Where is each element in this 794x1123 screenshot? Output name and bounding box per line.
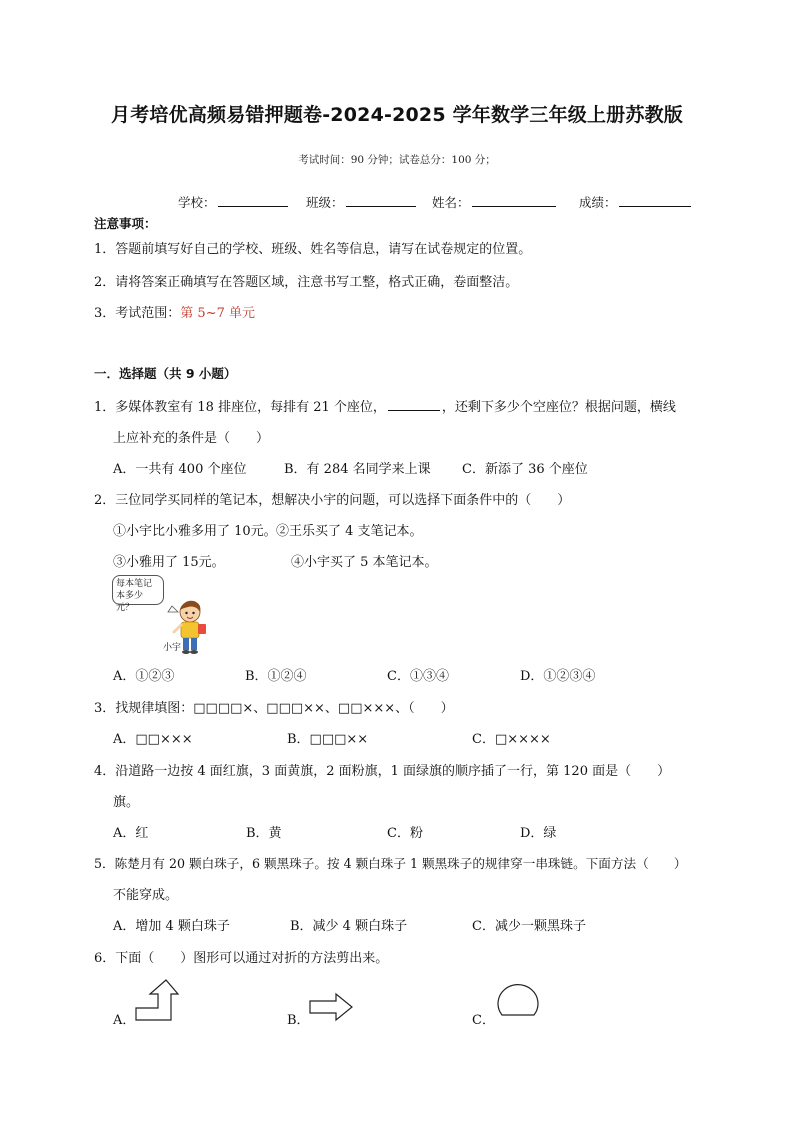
- q3-option-a[interactable]: A．□□×××: [113, 732, 193, 747]
- question-3-stem: 3．找规律填图：□□□□×、□□□××、□□×××、（ ）: [94, 701, 454, 716]
- school-field[interactable]: [178, 193, 288, 211]
- score-field[interactable]: [579, 193, 691, 211]
- notice-item-2: 2．请将答案正确填写在答题区域，注意书写工整，格式正确，卷面整洁。: [94, 275, 519, 290]
- q2-option-d[interactable]: D．①②③④: [520, 669, 596, 684]
- name-blank[interactable]: [472, 194, 556, 207]
- question-4-line-2: 旗。: [113, 795, 140, 810]
- section-title: 一．选择题（共 9 小题）: [94, 366, 237, 381]
- notice-item-3-prefix: 3．考试范围：: [94, 306, 181, 321]
- question-1-line-2: 上应补充的条件是（ ）: [113, 431, 270, 446]
- school-label: 学校：: [178, 195, 216, 210]
- class-field[interactable]: [306, 193, 416, 211]
- notice-heading: 注意事项：: [94, 216, 157, 231]
- q1-blank[interactable]: [388, 399, 440, 411]
- score-blank[interactable]: [619, 194, 691, 207]
- class-blank[interactable]: [346, 194, 416, 207]
- name-field[interactable]: [432, 193, 556, 211]
- q5-option-b[interactable]: B．减少 4 颗白珠子: [290, 919, 408, 934]
- q2-option-c[interactable]: C．①③④: [387, 669, 449, 684]
- q1-text-b: ，还剩下多少个空座位？根据问题，横线: [441, 400, 676, 415]
- kid-name-label: 小宇: [163, 643, 182, 653]
- right-arrow-shape-icon: [308, 992, 354, 1022]
- question-6-stem: 6．下面（ ）图形可以通过对折的方法剪出来。: [94, 951, 389, 966]
- class-label: 班级：: [306, 195, 344, 210]
- speech-bubble: 每本笔记本多少元？: [112, 575, 164, 605]
- school-blank[interactable]: [218, 194, 288, 207]
- circle-shape-icon: [494, 979, 542, 1023]
- q2-condition-2: ②王乐买了 4 支笔记本。: [276, 524, 423, 539]
- q2-option-b[interactable]: B．①②④: [245, 669, 307, 684]
- page-title: 月考培优高频易错押题卷-2024-2025 学年数学三年级上册苏教版: [111, 104, 683, 126]
- notice-item-1: 1．答题前填写好自己的学校、班级、姓名等信息，请写在试卷规定的位置。: [94, 242, 532, 257]
- q6-option-a[interactable]: A．: [113, 1013, 136, 1028]
- question-4-line-1: 4．沿道路一边按 4 面红旗，3 面黄旗，2 面粉旗，1 面绿旗的顺序插了一行，第 120 面是（ ）: [94, 764, 671, 779]
- q2-condition-1: ①小宇比小雅多用了 10元。: [113, 524, 277, 539]
- question-5-line-2: 不能穿成。: [113, 888, 179, 903]
- q4-option-b[interactable]: B．黄: [246, 826, 282, 841]
- q6-option-b[interactable]: B．: [287, 1013, 310, 1028]
- name-label: 姓名：: [432, 195, 470, 210]
- q2-option-a[interactable]: A．①②③: [113, 669, 175, 684]
- q4-option-d[interactable]: D．绿: [520, 826, 557, 841]
- q6-option-c[interactable]: C．: [472, 1013, 495, 1028]
- exam-subtitle: 考试时间：90 分钟；试卷总分：100 分；: [298, 154, 496, 166]
- notice-item-3: [94, 302, 255, 321]
- q4-option-c[interactable]: C．粉: [387, 826, 423, 841]
- question-5-line-1: 5．陈楚月有 20 颗白珠子，6 颗黑珠子。按 4 颗白珠子 1 颗黑珠子的规律穿一串珠链。下面方法（ ）: [94, 856, 687, 871]
- question-2-stem: 2．三位同学买同样的笔记本，想解决小宇的问题，可以选择下面条件中的（ ）: [94, 493, 571, 508]
- q2-condition-4: ④小宇买了 5 本笔记本。: [291, 555, 438, 570]
- q3-option-c[interactable]: C．□××××: [472, 732, 551, 747]
- q5-option-a[interactable]: A．增加 4 颗白珠子: [113, 919, 230, 934]
- q1-option-b[interactable]: B．有 284 名同学来上课: [284, 462, 431, 477]
- q1-text-a: 1．多媒体教室有 18 排座位，每排有 21 个座位，: [94, 400, 386, 415]
- q5-option-c[interactable]: C．减少一颗黑珠子: [472, 919, 586, 934]
- up-arrow-shape-icon: [134, 978, 180, 1022]
- question-1-line-1: [94, 396, 676, 415]
- score-label: 成绩：: [579, 195, 617, 210]
- q4-option-a[interactable]: A．红: [113, 826, 149, 841]
- q1-option-c[interactable]: C．新添了 36 个座位: [462, 462, 588, 477]
- q3-option-b[interactable]: B．□□□××: [287, 732, 369, 747]
- q2-condition-3: ③小雅用了 15元。: [113, 555, 225, 570]
- exam-range: 第 5~7 单元: [180, 306, 255, 321]
- q1-option-a[interactable]: A．一共有 400 个座位: [113, 462, 247, 477]
